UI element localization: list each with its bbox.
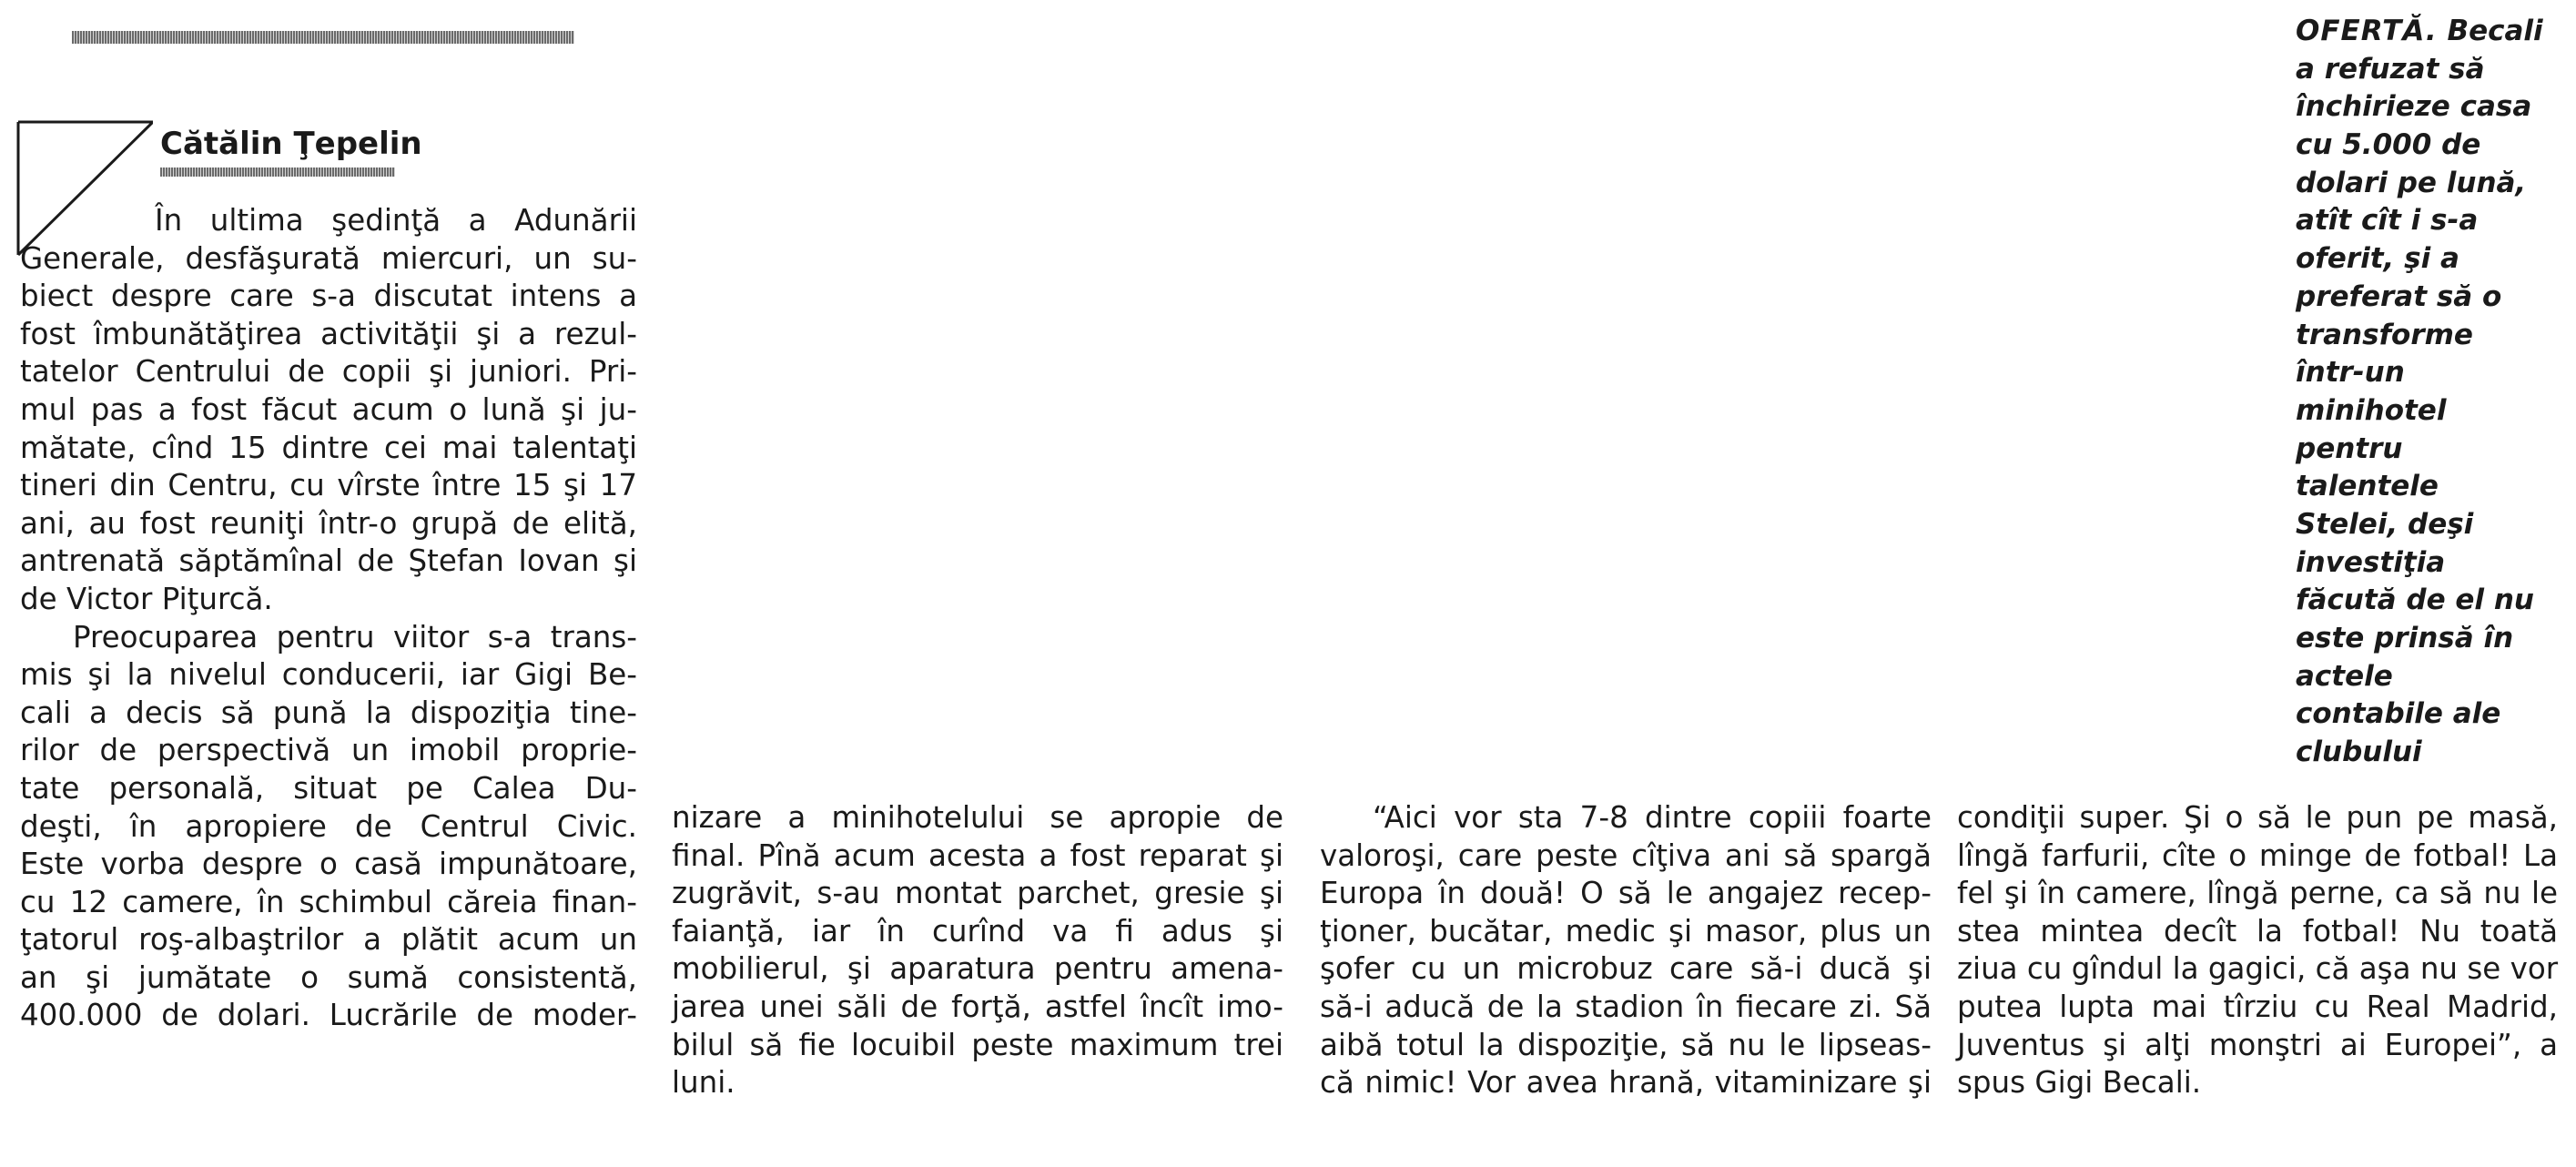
caption-line: dolari pe lună,: [2296, 166, 2527, 199]
text-line: să-i aducă de la stadion în fiecare zi. Să: [1320, 989, 1932, 1024]
text-line: În ultima şedinţă a Adunării: [155, 203, 637, 238]
caption-line: oferit, şi a: [2296, 242, 2459, 276]
caption-line: atît cît i s-a: [2296, 204, 2479, 238]
article-column-4: [1957, 799, 2558, 1102]
text-line: spus Gigi Becali.: [1957, 1065, 2202, 1101]
text-line: mul pas a fost făcut acum o lună şi ju-: [20, 391, 637, 427]
photo-caption: [2296, 13, 2569, 772]
text-line: tineri din Centru, cu vîrste între 15 şi 17: [20, 468, 637, 503]
caption-line: într-un: [2296, 356, 2405, 390]
text-line: biect despre care s-a discutat intens a: [20, 279, 637, 314]
text-line: condiţii super. Şi o să le pun pe masă,: [1957, 800, 2558, 835]
text-line: zugrăvit, s-au montat parchet, gresie şi: [672, 876, 1283, 911]
text-line: antrenată săptămînal de Ştefan Iovan şi: [20, 543, 637, 579]
author-byline: Cătălin Ţepelin: [160, 126, 422, 162]
caption-line: făcută de el nu: [2296, 584, 2534, 617]
text-line: fost îmbunătăţirea activităţii şi a rezul-: [20, 316, 637, 351]
text-line: Preocuparea pentru viitor s-a trans-: [73, 619, 637, 655]
text-line: stea mintea decît la fotbal! Nu toată: [1957, 913, 2558, 949]
text-line: valoroşi, care peste cîţiva ani să spargă: [1320, 837, 1932, 873]
text-line: ziua cu gîndul la gagici, că aşa nu se vor: [1957, 951, 2559, 987]
caption-line: închirieze casa: [2296, 90, 2532, 124]
text-line: an şi jumătate o sumă consistentă,: [20, 959, 637, 995]
text-line: tate personală, situat pe Calea Du-: [20, 770, 637, 806]
text-line: nizare a minihotelului se apropie de: [672, 800, 1283, 835]
text-line: lîngă farfurii, cîte o minge de fotbal! La: [1957, 837, 2558, 873]
text-line: “Aici vor sta 7-8 dintre copiii foarte: [1373, 800, 1932, 835]
text-line: Europa în două! O să le angajez recep-: [1320, 876, 1932, 911]
text-line: rilor de perspectivă un imobil proprie-: [20, 733, 637, 768]
caption-line: cu 5.000 de: [2296, 128, 2481, 162]
caption-line: a refuzat să: [2296, 52, 2485, 86]
text-line: mătate, cînd 15 dintre cei mai talentaţi: [20, 430, 637, 465]
caption-line: transforme: [2296, 318, 2473, 351]
text-line: aibă totul la dispoziţie, să nu le lipseas-: [1320, 1027, 1932, 1062]
text-line: tatelor Centrului de copii şi juniori. Pri-: [20, 354, 637, 390]
text-line: fel şi în camere, lîngă perne, ca să nu le: [1957, 876, 2558, 911]
caption-line: investiţia: [2296, 545, 2446, 579]
text-line: Juventus şi alţi monştri ai Europei”, a: [1957, 1027, 2558, 1062]
text-line: final. Pînă acum acesta a fost reparat şi: [672, 837, 1283, 873]
text-line: jarea unei săli de forţă, astfel încît imo-: [672, 989, 1283, 1024]
text-line: de Victor Piţurcă.: [20, 581, 273, 616]
text-line: cali a decis să pună la dispoziţia tine-: [20, 695, 637, 730]
text-line: ţatorul roş-albaştrilor a plătit acum un: [20, 922, 637, 958]
caption-line: minihotel: [2296, 393, 2447, 427]
text-line: bilul să fie locuibil peste maximum trei: [672, 1027, 1283, 1062]
caption-line: Stelei, deşi: [2296, 507, 2474, 541]
text-line: putea lupta mai tîrziu cu Real Madrid,: [1957, 989, 2558, 1024]
article-column-1: [20, 202, 637, 1035]
text-line: deşti, în apropiere de Centrul Civic.: [20, 808, 637, 844]
caption-line: pentru: [2296, 431, 2403, 465]
caption-line: preferat să o: [2296, 279, 2502, 313]
text-line: şofer cu un microbuz care să-i ducă şi: [1320, 951, 1932, 987]
caption-lead: OFERTĂ.: [2296, 15, 2438, 47]
text-line: Este vorba despre o casă impunătoare,: [20, 847, 637, 882]
text-line: 400.000 de dolari. Lucrările de moder-: [20, 998, 637, 1033]
text-line: Generale, desfăşurată miercuri, un su-: [20, 240, 637, 276]
article-column-2: [672, 799, 1283, 1102]
text-line: că nimic! Vor avea hrană, vitaminizare şi: [1320, 1065, 1932, 1101]
caption-line: talentele: [2296, 470, 2439, 503]
text-line: mis şi la nivelul conducerii, iar Gigi Be-: [20, 657, 637, 693]
author-underline-rule: [160, 167, 395, 177]
top-decorative-rule: [72, 31, 574, 44]
article-column-3: [1320, 799, 1932, 1102]
text-line: cu 12 camere, în schimbul căreia finan-: [20, 884, 637, 919]
caption-line: clubului: [2296, 736, 2422, 769]
text-line: ţioner, bucătar, medic şi masor, plus un: [1320, 913, 1932, 949]
caption-first-line-rest: Becali: [2437, 15, 2543, 47]
caption-line: actele: [2296, 659, 2393, 693]
caption-line: [2296, 13, 2569, 51]
text-line: faianţă, iar în curînd va fi adus şi: [672, 913, 1283, 949]
text-line: ani, au fost reuniţi într-o grupă de elită,: [20, 505, 637, 541]
caption-line: este prinsă în: [2296, 622, 2514, 655]
text-line: mobilierul, şi aparatura pentru amena-: [672, 951, 1283, 987]
text-line: luni.: [672, 1065, 735, 1101]
caption-line: contabile ale: [2296, 697, 2501, 731]
